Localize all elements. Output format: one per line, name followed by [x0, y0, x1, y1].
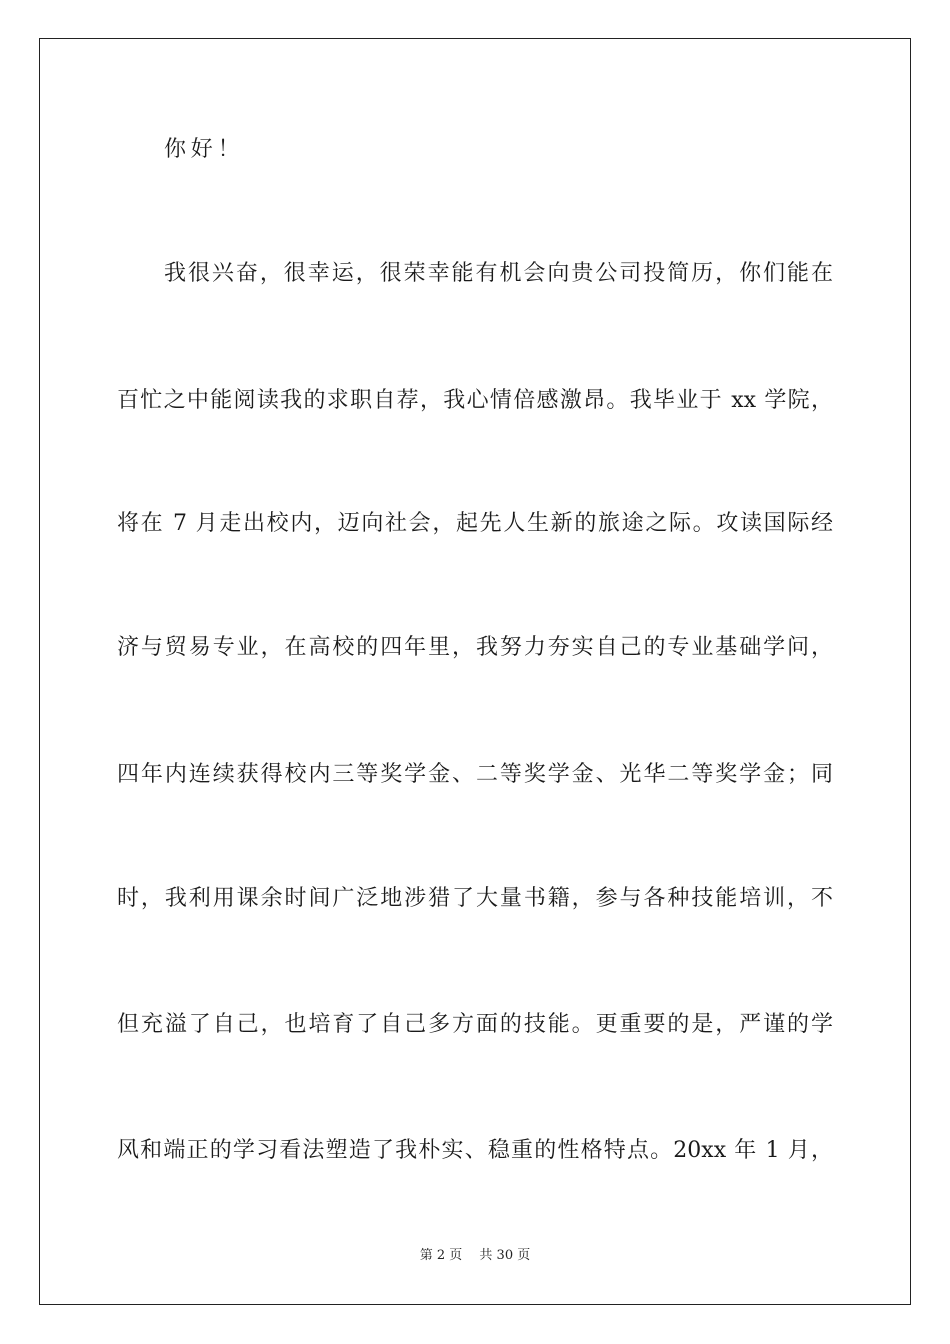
body-line-6: 时，我利用课余时间广泛地涉猎了大量书籍，参与各种技能培训，不 [117, 886, 833, 911]
body-line-5: 四年内连续获得校内三等奖学金、二等奖学金、光华二等奖学金；同 [117, 762, 833, 787]
page-number-footer: 第 2 页 共 30 页 [419, 1248, 531, 1263]
body-line-3: 将在 7 月走出校内，迈向社会，起先人生新的旅途之际。攻读国际经 [117, 511, 833, 536]
body-line-1: 我很兴奋，很幸运，很荣幸能有机会向贵公司投简历，你们能在 [164, 261, 833, 286]
page-border [39, 38, 911, 1305]
body-line-7: 但充溢了自己，也培育了自己多方面的技能。更重要的是，严谨的学 [117, 1012, 833, 1037]
body-line-8: 风和端正的学习看法塑造了我朴实、稳重的性格特点。20xx 年 1 月， [117, 1138, 833, 1163]
body-line-4: 济与贸易专业，在高校的四年里，我努力夯实自己的专业基础学问， [117, 635, 833, 660]
greeting-line: 你好！ [164, 137, 245, 162]
body-line-2: 百忙之中能阅读我的求职自荐，我心情倍感激昂。我毕业于 xx 学院， [117, 388, 833, 413]
